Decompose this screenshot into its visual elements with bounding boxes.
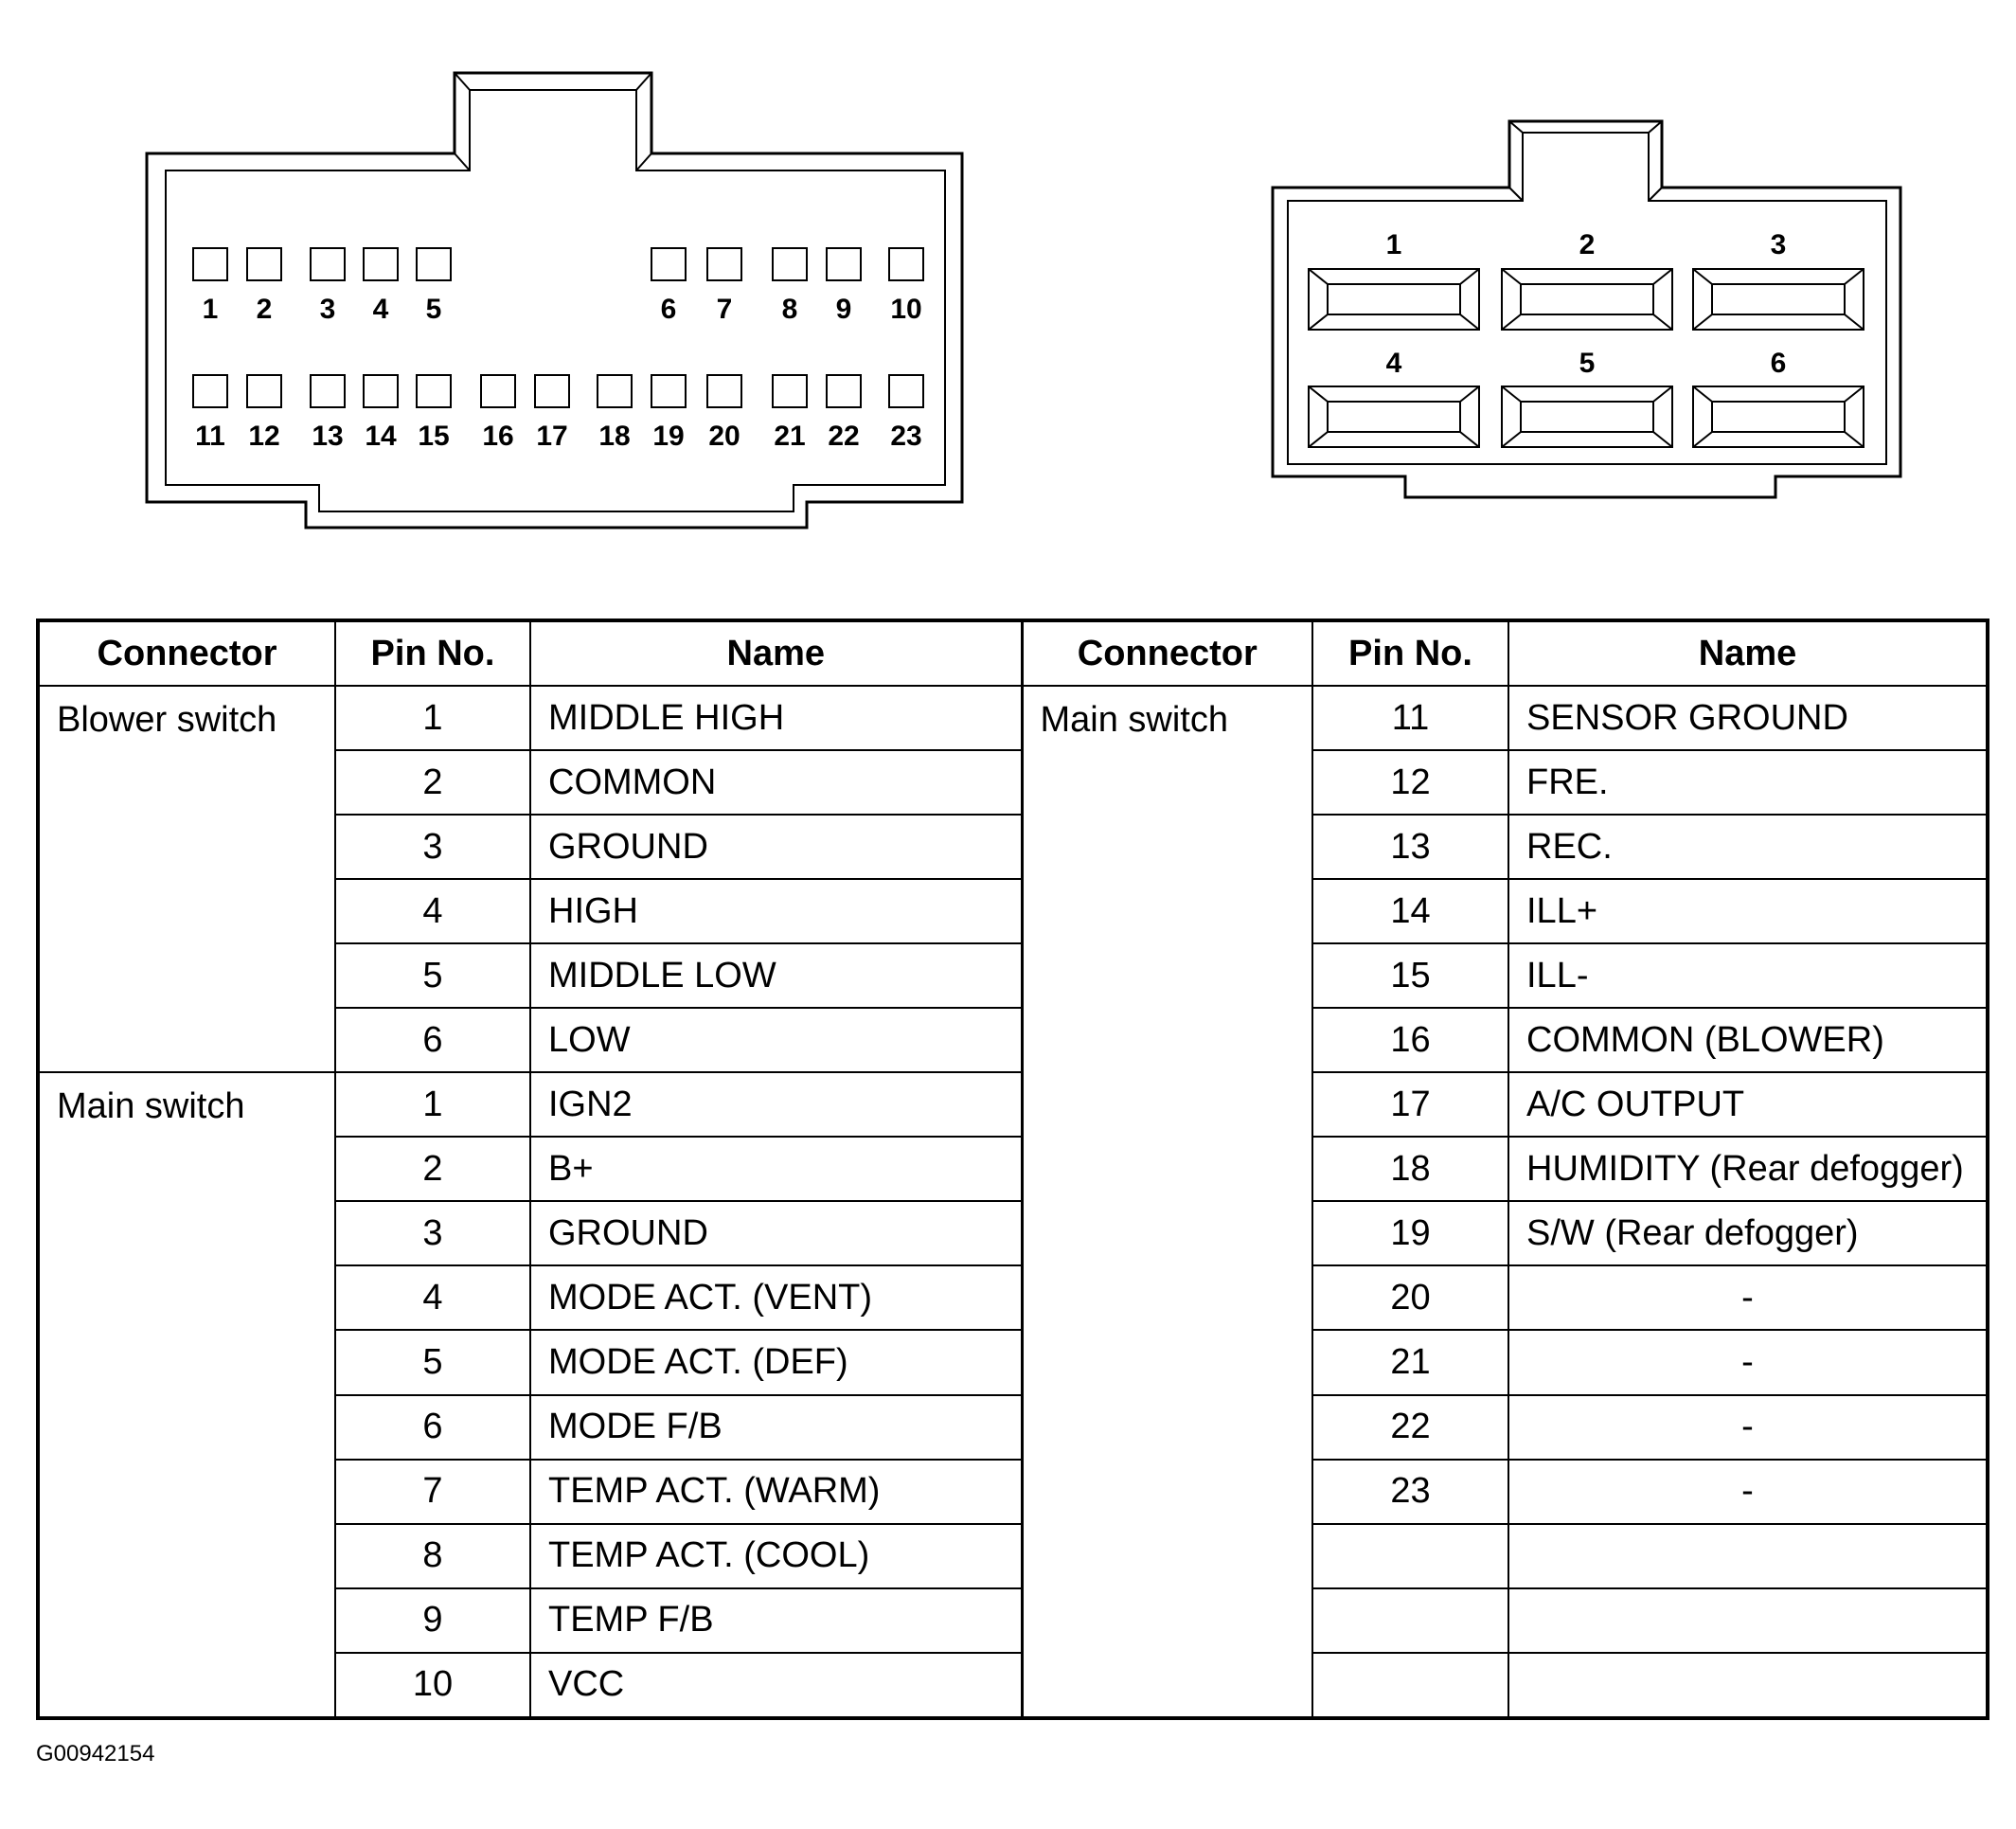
- pin-cavity: [827, 248, 861, 280]
- pin-table: [36, 619, 1989, 1720]
- pin-cavity: [417, 375, 451, 407]
- connector-6-inner: [1288, 133, 1886, 464]
- pin-number-cell: 9: [335, 1588, 530, 1653]
- pin-number-cell: 2: [335, 1137, 530, 1201]
- pin-label: 3: [1770, 229, 1787, 260]
- pin-label: 16: [482, 421, 514, 452]
- pin-name-cell: LOW: [530, 1008, 1022, 1072]
- connector-23-tab-corner: [636, 153, 651, 170]
- pin-name-cell: MIDDLE LOW: [530, 943, 1022, 1008]
- pin-number-cell: 16: [1312, 1008, 1508, 1072]
- terminal-slot: [1693, 386, 1864, 447]
- pin-cavity: [707, 248, 741, 280]
- pin-number-cell: 5: [335, 943, 530, 1008]
- pin-label: 4: [1385, 348, 1402, 379]
- pin-label: 4: [372, 294, 389, 325]
- pin-number-cell: 4: [335, 1265, 530, 1330]
- table-row: [38, 1072, 1988, 1137]
- pin-number-cell: 22: [1312, 1395, 1508, 1460]
- connector-diagrams: [0, 0, 2016, 587]
- pin-label: 22: [828, 421, 860, 452]
- pin-label: 3: [319, 294, 336, 325]
- pin-number-cell: 1: [335, 686, 530, 750]
- pin-name-cell: GROUND: [530, 815, 1022, 879]
- pin-number-cell: 17: [1312, 1072, 1508, 1137]
- pin-label: 7: [716, 294, 733, 325]
- pin-label: 17: [536, 421, 568, 452]
- pin-name-cell: ILL-: [1508, 943, 1988, 1008]
- pin-cavity: [889, 375, 923, 407]
- pin-cavity: [889, 248, 923, 280]
- pin-number-cell: 13: [1312, 815, 1508, 879]
- pin-name-cell: TEMP F/B: [530, 1588, 1022, 1653]
- connector-6-tab-corner: [1649, 188, 1662, 201]
- pin-name-cell: IGN2: [530, 1072, 1022, 1137]
- pin-name-cell: B+: [530, 1137, 1022, 1201]
- connector-6-pin: [1273, 121, 1900, 497]
- pin-cavity: [311, 248, 345, 280]
- connector-23-tab-corner: [455, 73, 470, 90]
- pin-name-cell: TEMP ACT. (COOL): [530, 1524, 1022, 1588]
- connector-23-tab-corner: [636, 73, 651, 90]
- pin-name-cell: REC.: [1508, 815, 1988, 879]
- pin-number-cell: 23: [1312, 1460, 1508, 1524]
- pin-cavity: [247, 248, 281, 280]
- pin-cavity: [481, 375, 515, 407]
- pin-cavity: [651, 248, 686, 280]
- pin-label: 19: [652, 421, 685, 452]
- pin-cavity: [707, 375, 741, 407]
- terminal-slot: [1502, 269, 1672, 330]
- pin-number-cell: 19: [1312, 1201, 1508, 1265]
- pin-name-cell: MIDDLE HIGH: [530, 686, 1022, 750]
- pin-label: 12: [248, 421, 280, 452]
- connector-6-tab-corner: [1509, 188, 1523, 201]
- pin-number-cell: 7: [335, 1460, 530, 1524]
- pin-number-cell: 20: [1312, 1265, 1508, 1330]
- header-pin-no: Pin No.: [335, 620, 530, 686]
- pin-name-cell: -: [1508, 1395, 1988, 1460]
- pin-cavity: [827, 375, 861, 407]
- connector-cell-blower-switch: Blower switch: [38, 686, 335, 1072]
- pin-cavity: [773, 248, 807, 280]
- connector-23-tab-corner: [455, 153, 470, 170]
- pin-name-cell: -: [1508, 1460, 1988, 1524]
- pin-label: 6: [660, 294, 677, 325]
- pin-number-cell: 3: [335, 815, 530, 879]
- pin-number-cell: 3: [335, 1201, 530, 1265]
- pin-name-cell: [1508, 1524, 1988, 1588]
- pin-number-cell: 6: [335, 1395, 530, 1460]
- table-header-row: [38, 620, 1988, 686]
- pin-label: 20: [708, 421, 740, 452]
- terminal-slot: [1309, 386, 1479, 447]
- connector-cell-main-switch: Main switch: [38, 1072, 335, 1718]
- pin-cavity: [311, 375, 345, 407]
- pin-label: 6: [1770, 348, 1787, 379]
- pin-name-cell: MODE ACT. (VENT): [530, 1265, 1022, 1330]
- pin-label: 5: [1579, 348, 1596, 379]
- pin-name-cell: -: [1508, 1265, 1988, 1330]
- pin-label: 13: [312, 421, 344, 452]
- pin-number-cell: 15: [1312, 943, 1508, 1008]
- header-connector: Connector: [38, 620, 335, 686]
- header-name: Name: [1508, 620, 1988, 686]
- pin-name-cell: [1508, 1653, 1988, 1718]
- pin-number-cell: 1: [335, 1072, 530, 1137]
- pin-name-cell: S/W (Rear defogger): [1508, 1201, 1988, 1265]
- connector-6-outer: [1273, 121, 1900, 497]
- pin-number-cell: 21: [1312, 1330, 1508, 1394]
- pin-cavity: [364, 248, 398, 280]
- pin-label: 18: [598, 421, 631, 452]
- pin-number-cell: [1312, 1653, 1508, 1718]
- pin-cavity: [247, 375, 281, 407]
- pin-cavity: [193, 248, 227, 280]
- header-connector: Connector: [1022, 620, 1312, 686]
- pin-number-cell: 18: [1312, 1137, 1508, 1201]
- pin-number-cell: 5: [335, 1330, 530, 1394]
- pin-name-cell: SENSOR GROUND: [1508, 686, 1988, 750]
- pin-number-cell: 12: [1312, 750, 1508, 815]
- pin-cavity: [535, 375, 569, 407]
- pin-name-cell: HIGH: [530, 879, 1022, 943]
- table-row: [38, 686, 1988, 750]
- pin-label: 1: [1385, 229, 1402, 260]
- terminal-slot: [1309, 269, 1479, 330]
- pin-cavity: [364, 375, 398, 407]
- pin-number-cell: 14: [1312, 879, 1508, 943]
- pin-name-cell: HUMIDITY (Rear defogger): [1508, 1137, 1988, 1201]
- pin-label: 11: [195, 421, 225, 452]
- pin-cavity: [651, 375, 686, 407]
- pin-number-cell: 6: [335, 1008, 530, 1072]
- pin-number-cell: 10: [335, 1653, 530, 1718]
- pin-cavity: [193, 375, 227, 407]
- pin-name-cell: MODE F/B: [530, 1395, 1022, 1460]
- pin-name-cell: GROUND: [530, 1201, 1022, 1265]
- pin-name-cell: FRE.: [1508, 750, 1988, 815]
- pin-cavity: [773, 375, 807, 407]
- pin-cavity: [417, 248, 451, 280]
- pin-label: 14: [365, 421, 397, 452]
- connector-23-pin: [147, 73, 962, 528]
- pin-name-cell: [1508, 1588, 1988, 1653]
- pin-label: 9: [835, 294, 852, 325]
- pin-number-cell: 8: [335, 1524, 530, 1588]
- pin-name-cell: A/C OUTPUT: [1508, 1072, 1988, 1137]
- pin-label: 2: [1579, 229, 1596, 260]
- pin-name-cell: MODE ACT. (DEF): [530, 1330, 1022, 1394]
- pin-name-cell: COMMON: [530, 750, 1022, 815]
- pin-name-cell: ILL+: [1508, 879, 1988, 943]
- header-name: Name: [530, 620, 1022, 686]
- pin-label: 10: [890, 294, 922, 325]
- pin-number-cell: 11: [1312, 686, 1508, 750]
- pin-number-cell: 4: [335, 879, 530, 943]
- pin-label: 23: [890, 421, 922, 452]
- pin-name-cell: VCC: [530, 1653, 1022, 1718]
- pin-name-cell: TEMP ACT. (WARM): [530, 1460, 1022, 1524]
- terminal-slot: [1693, 269, 1864, 330]
- connector-6-tab-corner: [1509, 121, 1523, 133]
- pin-cavity: [598, 375, 632, 407]
- pin-number-cell: 2: [335, 750, 530, 815]
- pin-name-cell: COMMON (BLOWER): [1508, 1008, 1988, 1072]
- figure-id: G00942154: [36, 1741, 155, 1766]
- pin-label: 2: [256, 294, 273, 325]
- pin-label: 8: [781, 294, 798, 325]
- header-pin-no: Pin No.: [1312, 620, 1508, 686]
- pin-number-cell: [1312, 1524, 1508, 1588]
- connector-6-tab-corner: [1649, 121, 1662, 133]
- pin-number-cell: [1312, 1588, 1508, 1653]
- terminal-slot: [1502, 386, 1672, 447]
- pin-label: 21: [774, 421, 806, 452]
- pin-label: 1: [202, 294, 219, 325]
- pin-label: 15: [418, 421, 450, 452]
- pin-name-cell: -: [1508, 1330, 1988, 1394]
- pin-label: 5: [425, 294, 442, 325]
- connector-cell-main-switch: Main switch: [1022, 686, 1312, 1718]
